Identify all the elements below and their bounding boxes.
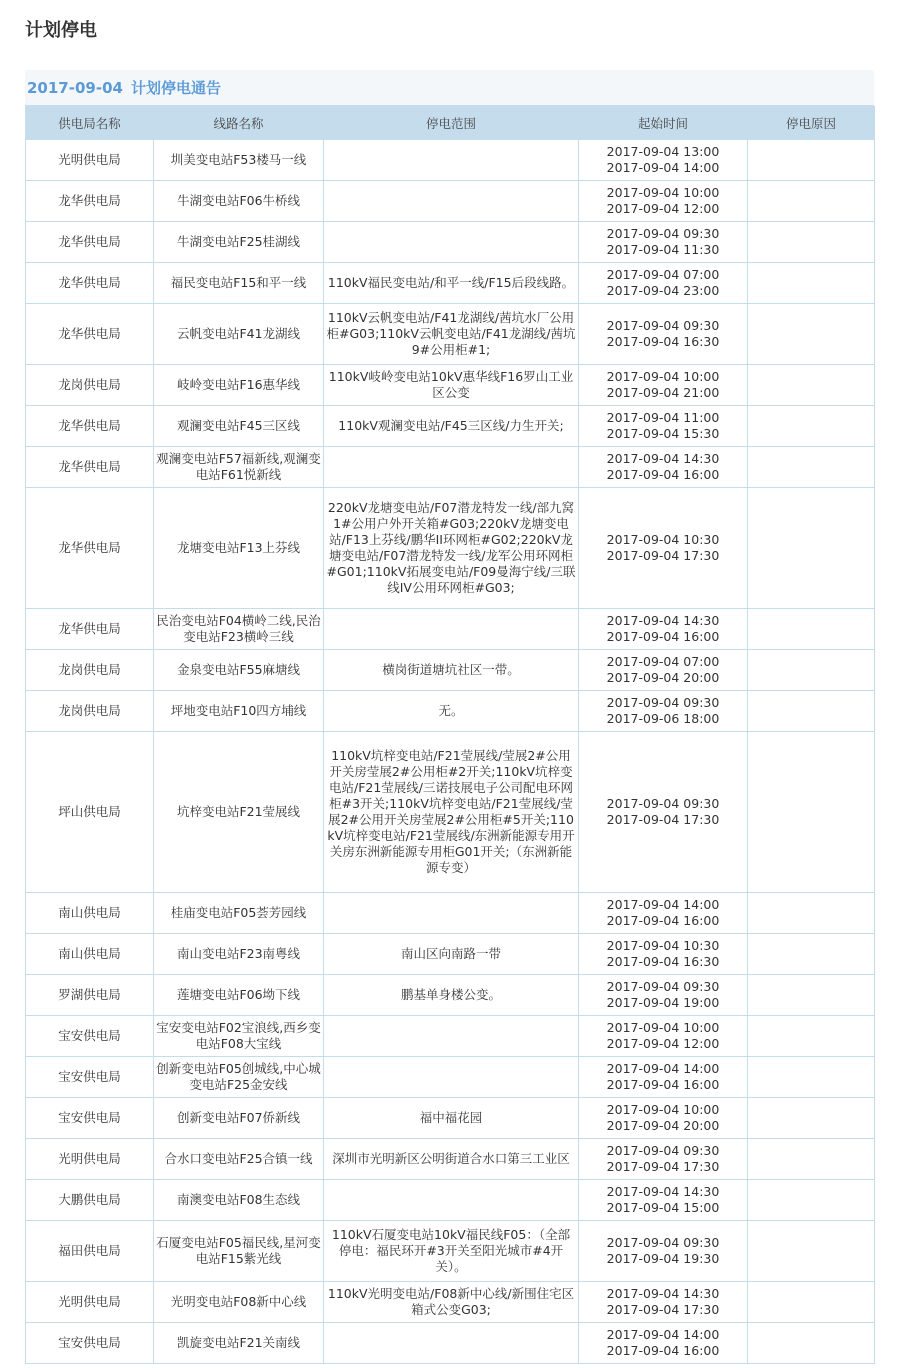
start-time-cell [579,1180,748,1221]
table-row [26,140,875,181]
line-name-cell: 坪地变电站F10四方埔线 [154,691,324,732]
outage-scope-cell: 横岗街道塘坑社区一带。 [324,650,579,691]
end-time: 2017-09-04 17:30 [606,548,720,563]
table-body [26,140,875,1364]
start-time-cell [579,893,748,934]
line-name-cell: 光明变电站F08新中心线 [154,1282,324,1323]
outage-scope-cell: 110kV观澜变电站/F45三区线/力生开关; [324,406,579,447]
reason-cell [748,1323,875,1364]
outage-scope-cell [324,609,579,650]
line-name-cell: 金泉变电站F55麻塘线 [154,650,324,691]
table-row [26,732,875,893]
end-time: 2017-09-04 15:00 [606,1200,720,1215]
end-time: 2017-09-04 16:00 [606,629,720,644]
end-time: 2017-09-04 17:30 [606,1159,720,1174]
line-name-cell: 民治变电站F04横岭二线,民治变电站F23横岭三线 [154,609,324,650]
table-row [26,1098,875,1139]
bureau-cell: 龙岗供电局 [26,650,154,691]
end-time: 2017-09-04 12:00 [606,201,720,216]
outage-scope-cell: 南山区向南路一带 [324,934,579,975]
bureau-cell: 龙华供电局 [26,406,154,447]
start-time: 2017-09-04 10:30 [606,938,720,953]
start-time-cell [579,263,748,304]
start-time: 2017-09-04 10:00 [606,1020,720,1035]
start-time: 2017-09-04 14:30 [606,613,720,628]
start-time-cell [579,1282,748,1323]
table-row [26,406,875,447]
start-time: 2017-09-04 07:00 [606,267,720,282]
outage-scope-cell [324,222,579,263]
column-header-line: 线路名称 [154,107,324,140]
start-time: 2017-09-04 11:00 [606,410,720,425]
line-name-cell: 创新变电站F05创城线,中心城变电站F25金安线 [154,1057,324,1098]
start-time-cell [579,609,748,650]
reason-cell [748,609,875,650]
bureau-cell: 南山供电局 [26,893,154,934]
end-time: 2017-09-04 16:30 [606,334,720,349]
start-time: 2017-09-04 09:30 [606,979,720,994]
reason-cell [748,1139,875,1180]
table-row [26,1180,875,1221]
outage-scope-cell: 福中福花园 [324,1098,579,1139]
reason-cell [748,691,875,732]
reason-cell [748,304,875,365]
reason-cell [748,1098,875,1139]
table-row [26,1282,875,1323]
start-time-cell [579,140,748,181]
line-name-cell: 南澳变电站F08生态线 [154,1180,324,1221]
outage-scope-cell: 深圳市光明新区公明街道合水口第三工业区 [324,1139,579,1180]
table-row [26,365,875,406]
start-time-cell [579,365,748,406]
bureau-cell: 宝安供电局 [26,1016,154,1057]
line-name-cell: 福民变电站F15和平一线 [154,263,324,304]
reason-cell [748,222,875,263]
table-header-row [26,107,875,140]
reason-cell [748,934,875,975]
table-row [26,1139,875,1180]
table-row [26,934,875,975]
end-time: 2017-09-04 21:00 [606,385,720,400]
start-time: 2017-09-04 09:30 [606,796,720,811]
outage-scope-cell: 110kV岐岭变电站10kV惠华线F16罗山工业区公变 [324,365,579,406]
line-name-cell: 莲塘变电站F06坳下线 [154,975,324,1016]
start-time-cell [579,1057,748,1098]
line-name-cell: 创新变电站F07侨新线 [154,1098,324,1139]
line-name-cell: 牛湖变电站F25桂湖线 [154,222,324,263]
start-time-cell [579,1323,748,1364]
bureau-cell: 龙华供电局 [26,609,154,650]
end-time: 2017-09-04 12:00 [606,1036,720,1051]
end-time: 2017-09-04 16:00 [606,913,720,928]
bureau-cell: 福田供电局 [26,1221,154,1282]
notice-section [25,70,874,1364]
end-time: 2017-09-04 11:30 [606,242,720,257]
line-name-cell: 石厦变电站F05福民线,星河变电站F15紫光线 [154,1221,324,1282]
bureau-cell: 宝安供电局 [26,1057,154,1098]
bureau-cell: 宝安供电局 [26,1323,154,1364]
table-row [26,650,875,691]
notice-date: 2017-09-04 [27,79,123,97]
start-time-cell [579,975,748,1016]
reason-cell [748,447,875,488]
start-time-cell [579,650,748,691]
reason-cell [748,1057,875,1098]
table-row [26,447,875,488]
table-row [26,975,875,1016]
start-time: 2017-09-04 07:00 [606,654,720,669]
start-time: 2017-09-04 09:30 [606,695,720,710]
start-time: 2017-09-04 09:30 [606,226,720,241]
start-time: 2017-09-04 10:00 [606,185,720,200]
end-time: 2017-09-04 20:00 [606,670,720,685]
notice-header [25,70,874,106]
line-name-cell: 牛湖变电站F06牛桥线 [154,181,324,222]
table-row [26,181,875,222]
bureau-cell: 龙岗供电局 [26,691,154,732]
outage-scope-cell [324,140,579,181]
outage-scope-cell [324,1180,579,1221]
line-name-cell: 南山变电站F23南粤线 [154,934,324,975]
start-time-cell [579,304,748,365]
bureau-cell: 光明供电局 [26,1139,154,1180]
outage-scope-cell: 110kV福民变电站/和平一线/F15后段线路。 [324,263,579,304]
start-time-cell [579,488,748,609]
notice-title: 计划停电通告 [130,79,221,97]
bureau-cell: 大鹏供电局 [26,1180,154,1221]
table-row [26,893,875,934]
table-row [26,1057,875,1098]
line-name-cell: 云帆变电站F41龙湖线 [154,304,324,365]
line-name-cell: 观澜变电站F45三区线 [154,406,324,447]
bureau-cell: 龙华供电局 [26,304,154,365]
reason-cell [748,488,875,609]
start-time: 2017-09-04 14:00 [606,897,720,912]
line-name-cell: 坑梓变电站F21莹展线 [154,732,324,893]
column-header-reason: 停电原因 [748,107,875,140]
start-time: 2017-09-04 09:30 [606,1143,720,1158]
table-row [26,222,875,263]
line-name-cell: 宝安变电站F02宝浪线,西乡变电站F08大宝线 [154,1016,324,1057]
start-time: 2017-09-04 14:00 [606,1327,720,1342]
outage-scope-cell [324,1057,579,1098]
bureau-cell: 龙华供电局 [26,181,154,222]
outage-scope-cell: 110kV石厦变电站10kV福民线F05：（全部停电：福民环开#3开关至阳光城市#4开关）。 [324,1221,579,1282]
bureau-cell: 龙华供电局 [26,222,154,263]
start-time-cell [579,222,748,263]
start-time-cell [579,934,748,975]
line-name-cell: 观澜变电站F57福新线,观澜变电站F61悦新线 [154,447,324,488]
bureau-cell: 龙岗供电局 [26,365,154,406]
start-time: 2017-09-04 09:30 [606,318,720,333]
start-time-cell [579,1221,748,1282]
end-time: 2017-09-06 18:00 [606,711,720,726]
start-time: 2017-09-04 10:30 [606,532,720,547]
table-row [26,691,875,732]
table-row [26,609,875,650]
table-row [26,1323,875,1364]
line-name-cell: 合水口变电站F25合镇一线 [154,1139,324,1180]
start-time: 2017-09-04 13:00 [606,144,720,159]
bureau-cell: 光明供电局 [26,140,154,181]
outage-scope-cell: 110kV光明变电站/F08新中心线/新围住宅区箱式公变G03; [324,1282,579,1323]
start-time-cell [579,1016,748,1057]
bureau-cell: 坪山供电局 [26,732,154,893]
reason-cell [748,1180,875,1221]
end-time: 2017-09-04 17:30 [606,812,720,827]
outage-scope-cell [324,1016,579,1057]
start-time: 2017-09-04 10:00 [606,1102,720,1117]
reason-cell [748,1282,875,1323]
column-header-bureau: 供电局名称 [26,107,154,140]
start-time-cell [579,447,748,488]
table-row [26,488,875,609]
reason-cell [748,650,875,691]
bureau-cell: 宝安供电局 [26,1098,154,1139]
end-time: 2017-09-04 19:00 [606,995,720,1010]
outage-scope-cell: 220kV龙塘变电站/F07潜龙特发一线/部九窝1#公用户外开关箱#G03;220kV龙塘变电站/F13上芬线/鹏华II环网柜#G02;220kV龙塘变电站/F07潜龙特发一线/龙军公用环网柜#G01;110kV拓展变电站/F09曼海宁线/三联线IV公用环网柜#G03; [324,488,579,609]
reason-cell [748,893,875,934]
outage-scope-cell: 110kV坑梓变电站/F21莹展线/莹展2#公用开关房莹展2#公用柜#2开关;110kV坑梓变电站/F21莹展线/三诺技展电子公司配电环网柜#3开关;110kV坑梓变电站/F21莹展线/莹展2#公用开关房莹展2#公用柜#5开关;110kV坑梓变电站/F21莹展线/东洲新能源专用开关房东洲新能源专用柜G01开关;（东洲新能源专变） [324,732,579,893]
start-time: 2017-09-04 14:30 [606,1184,720,1199]
bureau-cell: 龙华供电局 [26,447,154,488]
reason-cell [748,406,875,447]
reason-cell [748,1016,875,1057]
outage-scope-cell [324,893,579,934]
reason-cell [748,1221,875,1282]
reason-cell [748,140,875,181]
end-time: 2017-09-04 23:00 [606,283,720,298]
outage-scope-cell [324,181,579,222]
end-time: 2017-09-04 17:30 [606,1302,720,1317]
start-time-cell [579,732,748,893]
bureau-cell: 龙华供电局 [26,488,154,609]
start-time: 2017-09-04 14:00 [606,1061,720,1076]
start-time-cell [579,691,748,732]
line-name-cell: 圳美变电站F53楼马一线 [154,140,324,181]
start-time: 2017-09-04 14:30 [606,1286,720,1301]
line-name-cell: 岐岭变电站F16惠华线 [154,365,324,406]
reason-cell [748,732,875,893]
start-time: 2017-09-04 14:30 [606,451,720,466]
end-time: 2017-09-04 15:30 [606,426,720,441]
outage-scope-cell: 110kV云帆变电站/F41龙湖线/茜坑水厂公用柜#G03;110kV云帆变电站/F41龙湖线/茜坑9#公用柜#1; [324,304,579,365]
table-row [26,1016,875,1057]
column-header-start-time: 起始时间 [579,107,748,140]
end-time: 2017-09-04 16:00 [606,467,720,482]
start-time-cell [579,181,748,222]
table-row [26,304,875,365]
line-name-cell: 桂庙变电站F05荟芳园线 [154,893,324,934]
outage-scope-cell: 无。 [324,691,579,732]
start-time-cell [579,1139,748,1180]
end-time: 2017-09-04 19:30 [606,1251,720,1266]
end-time: 2017-09-04 16:30 [606,954,720,969]
table-row [26,1221,875,1282]
outage-scope-cell [324,447,579,488]
start-time: 2017-09-04 09:30 [606,1235,720,1250]
start-time-cell [579,1098,748,1139]
table-row [26,263,875,304]
start-time-cell [579,406,748,447]
end-time: 2017-09-04 16:00 [606,1343,720,1358]
outage-scope-cell: 鹏基单身楼公变。 [324,975,579,1016]
outage-table [25,106,875,1364]
column-header-scope: 停电范围 [324,107,579,140]
end-time: 2017-09-04 16:00 [606,1077,720,1092]
outage-scope-cell [324,1323,579,1364]
reason-cell [748,975,875,1016]
reason-cell [748,365,875,406]
end-time: 2017-09-04 20:00 [606,1118,720,1133]
line-name-cell: 凯旋变电站F21关南线 [154,1323,324,1364]
reason-cell [748,181,875,222]
bureau-cell: 龙华供电局 [26,263,154,304]
page-title: 计划停电 [25,20,97,41]
line-name-cell: 龙塘变电站F13上芬线 [154,488,324,609]
bureau-cell: 南山供电局 [26,934,154,975]
start-time: 2017-09-04 10:00 [606,369,720,384]
bureau-cell: 光明供电局 [26,1282,154,1323]
bureau-cell: 罗湖供电局 [26,975,154,1016]
reason-cell [748,263,875,304]
end-time: 2017-09-04 14:00 [606,160,720,175]
